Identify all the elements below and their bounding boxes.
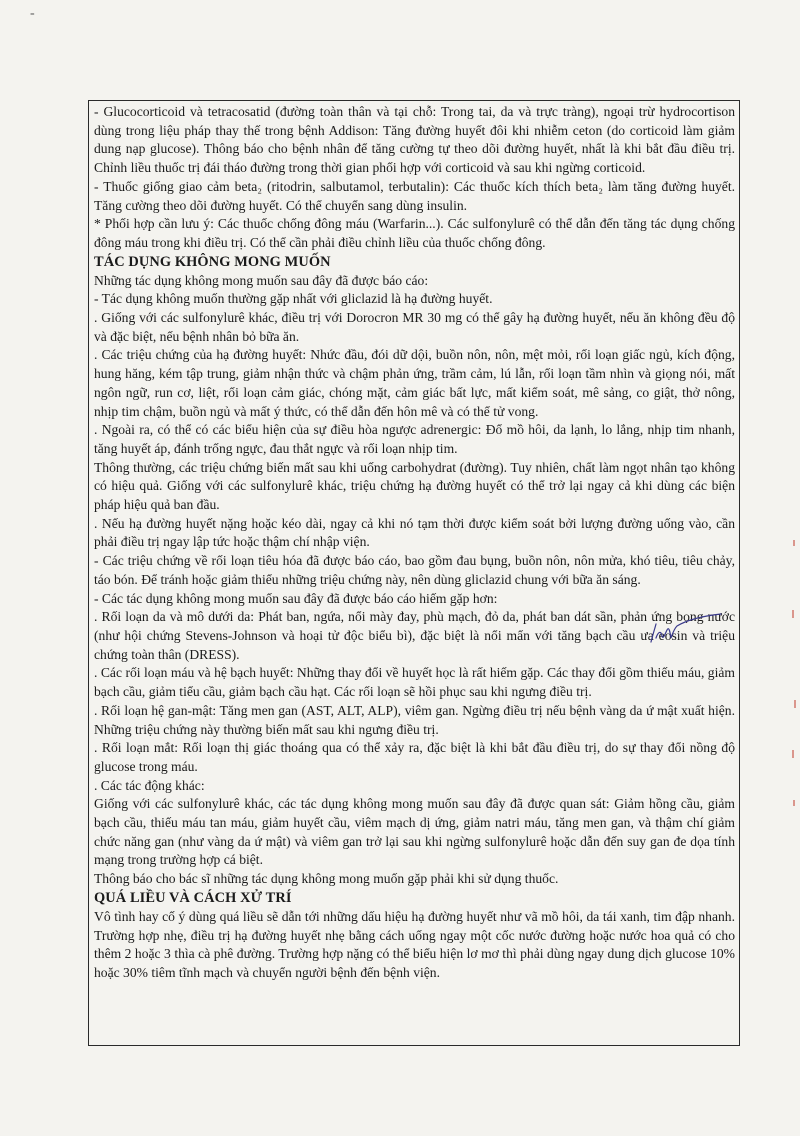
heading-overdose: QUÁ LIỀU VÀ CÁCH XỬ TRÍ: [94, 889, 292, 906]
paragraph-other-effects: . Các tác động khác:: [94, 777, 205, 793]
paragraph-severe-hypoglycemia: . Nếu hạ đường huyết nặng hoặc kéo dài, ngay cả khi nó tạm thời được kiểm soát bởi lượng đường uống vào, cần phải điều trị ngay lập tức hoặc thậm chí nhập viện.: [94, 515, 735, 550]
paragraph-adrenergic: . Ngoài ra, có thể có các biểu hiện của sự điều hòa ngược adrenergic: Đổ mồ hôi, da lạnh, lo lắng, nhịp tim nhanh, tăng huyết áp, đánh trống ngực, đau thắt ngực và rối loạn nhịp tim.: [94, 422, 735, 456]
paragraph-overdose: Vô tình hay cố ý dùng quá liều sẽ dẫn tới những dấu hiệu hạ đường huyết như vã mồ hôi, da tái xanh, tim đập nhanh. Trường hợp nhẹ, điều trị hạ đường huyết nhẹ bằng cách uống ngay một cốc nước đường hoặc nước hoa quả có cho thêm 2 hoặc 3 thìa cà phê đường. Trường hợp nặng có thể biểu hiện lơ mơ thì phải dùng ngay dung dịch glucose 10% hoặc 30% tiêm tĩnh mạch và chuyển người bệnh đến bệnh viện.: [94, 908, 735, 980]
paragraph-notify-doctor: Thông báo cho bác sĩ những tác dụng không mong muốn gặp phải khi sử dụng thuốc.: [94, 871, 559, 887]
paragraph-blood-disorders: . Các rối loạn máu và hệ bạch huyết: Những thay đổi về huyết học là rất hiếm gặp. Các thay đổi gồm thiếu máu, giảm bạch cầu, giảm tiểu cầu, giảm bạch cầu hạt. Các rối loạn sẽ hồi phục sau khi ngưng điều trị.: [94, 665, 735, 700]
paragraph-gastrointestinal: - Các triệu chứng về rối loạn tiêu hóa đã được báo cáo, bao gồm đau bụng, buồn nôn, nôn mửa, khó tiêu, tiêu chảy, táo bón. Để tránh hoặc giảm thiểu những triệu chứng này, nên dùng gliclazid chung với bữa ăn sáng.: [94, 553, 735, 587]
paragraph-adverse-intro: Những tác dụng không mong muốn sau đây đã được báo cáo:: [94, 272, 429, 288]
paragraph-hepatobiliary: . Rối loạn hệ gan-mật: Tăng men gan (AST, ALT, ALP), viêm gan. Ngừng điều trị nếu bệnh vàng da ứ mật xuất hiện. Những triệu chứng này thường biến mất sau khi ngưng điều trị.: [94, 702, 735, 737]
paragraph-rare-effects: - Các tác dụng không mong muốn sau đây đã được báo cáo hiếm gặp hơn:: [94, 590, 498, 606]
paragraph-skin-disorders: . Rối loạn da và mô dưới da: Phát ban, ngứa, nổi mày đay, phù mạch, đỏ da, phát ban dát sần, phản ứng bọng nước (như hội chứng Stevens-Johnson và hoại tử độc biểu bì), đặc biệt là nổi mẩn với tăng bạch cầu ưa eosin và triệu chứng toàn thân (DRESS).: [94, 609, 735, 662]
document-frame: [88, 100, 740, 1046]
heading-adverse-effects: TÁC DỤNG KHÔNG MONG MUỐN: [94, 253, 331, 270]
paragraph-most-common: - Tác dụng không muốn thường gặp nhất với gliclazid là hạ đường huyết.: [94, 291, 493, 307]
paragraph-hypoglycemia-symptoms: . Các triệu chứng của hạ đường huyết: Nhức đầu, đói dữ dội, buồn nôn, nôn, mệt mỏi, rối loạn giấc ngủ, kích động, hung hăng, kém tập trung, giảm nhận thức và chậm phản ứng, trầm cảm, lú lẫn, rối loạn tầm nhìn và giọng nói, mất ngôn ngữ, run cơ, liệt, rối loạn cảm giác, chóng mặt, cảm giác bất lực, mất kiểm soát, mê sảng, co giật, thở nông, nhịp tim chậm, buồn ngủ và mất ý thức, có thể dẫn đến hôn mê và có thể tử vong.: [94, 347, 735, 419]
paragraph-glucocorticoid: - Glucocorticoid và tetracosatid (đường toàn thân và tại chỗ: Trong tai, da và trực tràng), ngoại trừ hydrocortison dùng trong liệu pháp thay thế trong bệnh Addison: Tăng đường huyết đôi khi nhiễm ceton (do corticoid làm giảm dung nạp glucose). Thông báo cho bệnh nhân để tăng cường tự theo dõi đường huyết, nhất là khi bắt đầu điều trị. Chỉnh liều thuốc trị đái tháo đường trong thời gian phối hợp với corticoid và sau khi ngừng corticoid.: [94, 104, 735, 176]
paragraph-class-effects: Giống với các sulfonylurê khác, các tác dụng không mong muốn sau đây đã được quan sát: Giảm hồng cầu, giảm bạch cầu, thiếu máu tan máu, giảm huyết cầu, viêm mạch dị ứng, giảm natri máu, tăng men gan, và thậm chí giảm chức năng gan (như vàng da ứ mật) và viêm gan trở lại sau khi ngừng sulfonylurê hoặc dẫn đến suy gan đe dọa tính mạng trong trường hợp cá biệt.: [94, 796, 735, 868]
paragraph-beta2-agonists: - Thuốc giống giao cảm beta₂ (ritodrin, salbutamol, terbutalin): Các thuốc kích thích beta₂ làm tăng đường huyết. Tăng cường theo dõi đường huyết. Có thể chuyển sang dùng insulin.: [94, 178, 735, 213]
paragraph-carbohydrate: Thông thường, các triệu chứng biến mất sau khi uống carbohydrat (đường). Tuy nhiên, chất làm ngọt nhân tạo không có hiệu quả. Giống với các sulfonylurê khác, triệu chứng hạ đường huyết có thể trở lại ngay cả khi dùng các biện pháp hiệu quả ban đầu.: [94, 459, 735, 513]
paragraph-eye-disorders: . Rối loạn mắt: Rối loạn thị giác thoáng qua có thể xảy ra, đặc biệt là khi bắt đầu điều trị, do sự thay đổi nồng độ glucose trong máu.: [94, 740, 735, 774]
handwritten-signature: [647, 612, 727, 652]
page-mark: -: [30, 6, 35, 21]
paragraph-anticoagulants: * Phối hợp cần lưu ý: Các thuốc chống đông máu (Warfarin...). Các sulfonylurê có thể dẫn đến tăng tác dụng chống đông máu trong khi điều trị. Có thể cần phải điều chỉnh liều của thuốc chống đông.: [94, 216, 735, 250]
edge-marks: [788, 500, 798, 820]
paragraph-hypoglycemia-risk: . Giống với các sulfonylurê khác, điều trị với Dorocron MR 30 mg có thể gây hạ đường huyết, nếu ăn không đều độ và đặc biệt, nếu bệnh nhân bỏ bữa ăn.: [94, 310, 735, 344]
